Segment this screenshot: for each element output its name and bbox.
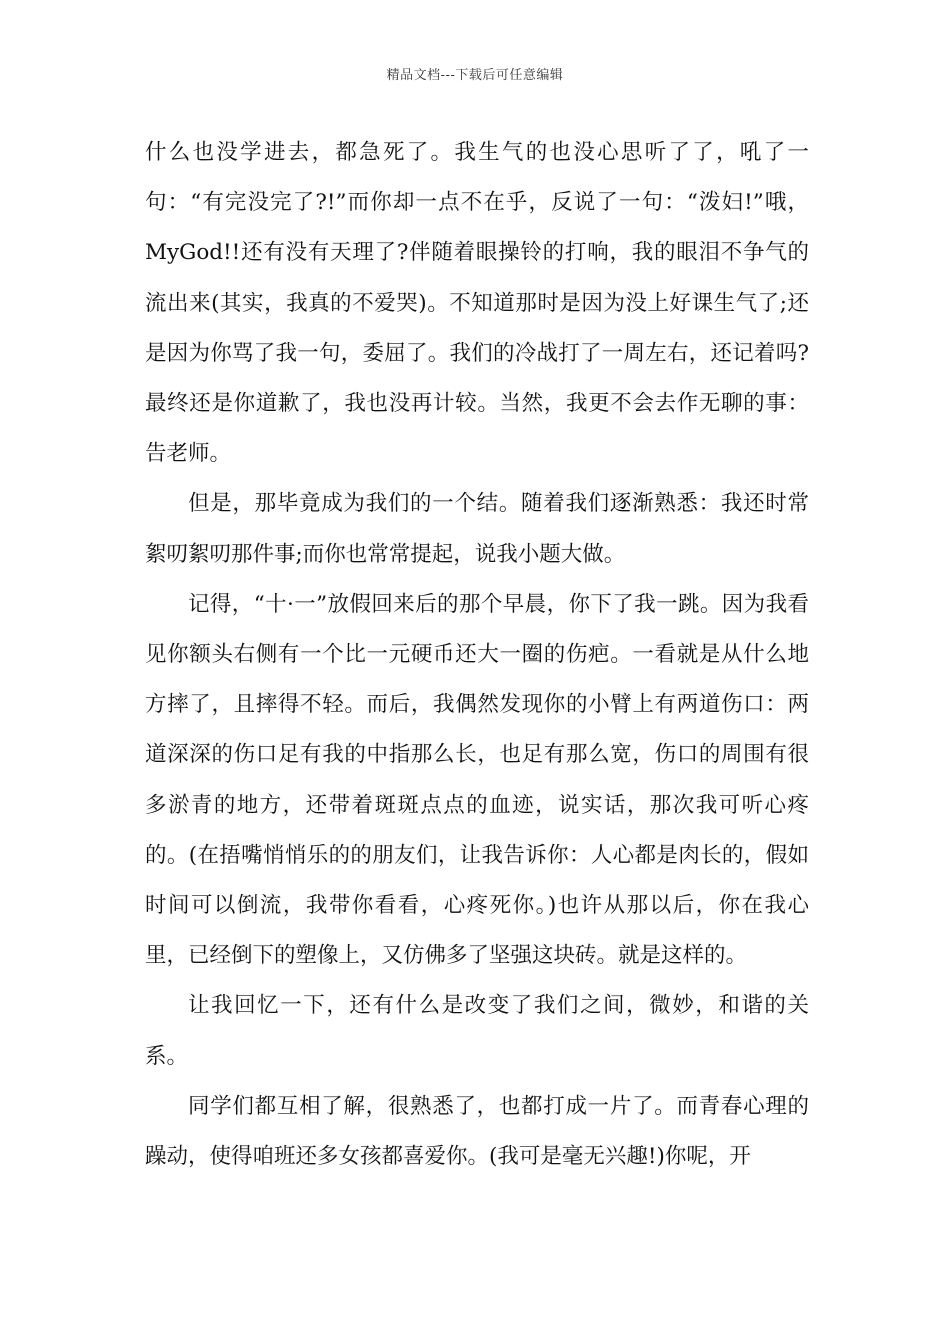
paragraph-5: 同学们都互相了解，很熟悉了，也都打成一片了。而青春心理的躁动，使得咱班还多女孩都喜爱你。(我可是毫无兴趣!)你呢，开 bbox=[145, 1093, 809, 1170]
paragraph-3: 记得，“十·一”放假回来后的那个早晨，你下了我一跳。因为我看见你额头右侧有一个比一元硬币还大一圈的伤疤。一看就是从什么地方摔了，且摔得不轻。而后，我偶然发现你的小臂上有两道伤口：两道深深的伤口足有我的中指那么长，也足有那么宽，伤口的周围有很多淤青的地方，还带着斑斑点点的血迹，说实话，那次我可听心疼的。(在捂嘴悄悄乐的的朋友们，让我告诉你：人心都是肉长的，假如时间可以倒流，我带你看看，心疼死你。)也许从那以后，你在我心里，已经倒下的塑像上，又仿佛多了坚强这块砖。就是这样的。 bbox=[145, 591, 809, 969]
paragraph-2: 但是，那毕竟成为我们的一个结。随着我们逐渐熟悉：我还时常絮叨絮叨那件事;而你也常常提起，说我小题大做。 bbox=[145, 491, 809, 567]
document-header: 精品文档---下载后可任意编辑 bbox=[386, 68, 564, 83]
document-body bbox=[145, 128, 809, 1182]
paragraph-4: 让我回忆一下，还有什么是改变了我们之间，微妙，和谐的关系。 bbox=[145, 993, 809, 1069]
paragraph-1: 什么也没学进去，都急死了。我生气的也没心思听了了，吼了一句：“有完没完了?!”而你却一点不在乎，反说了一句：“泼妇!”哦，MyGod!!还有没有天理了?伴随着眼操铃的打响，我的眼泪不争气的流出来(其实，我真的不爱哭)。不知道那时是因为没上好课生气了;还是因为你骂了我一句，委屈了。我们的冷战打了一周左右，还记着吗?最终还是你道歉了，我也没再计较。当然，我更不会去作无聊的事：告老师。 bbox=[145, 140, 809, 467]
